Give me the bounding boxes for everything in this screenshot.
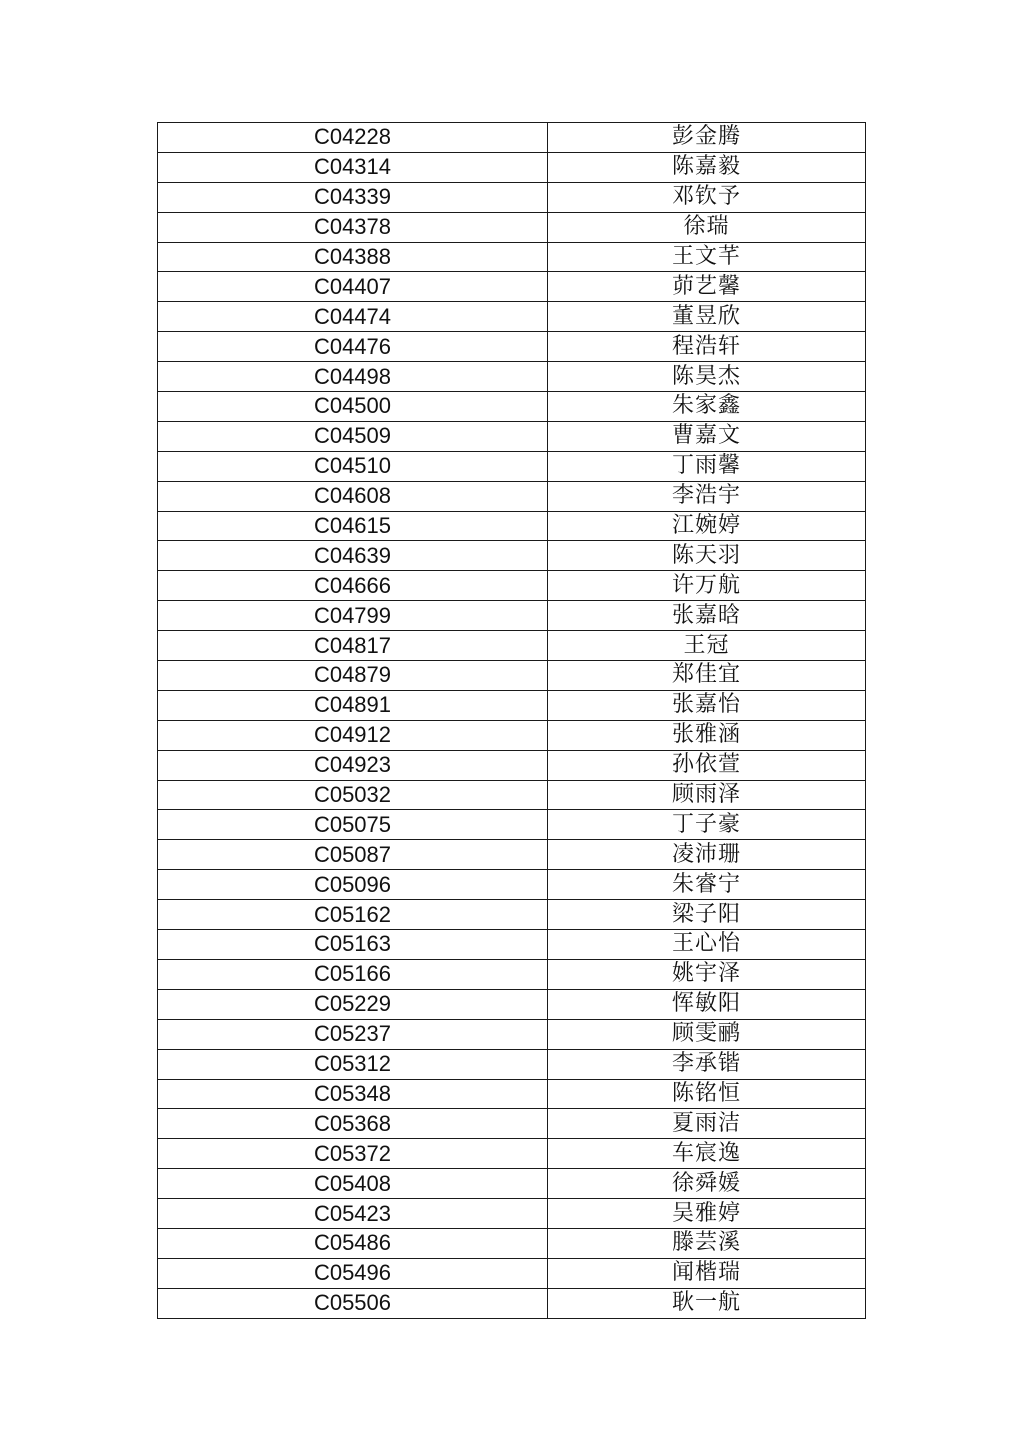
table-row bbox=[158, 541, 866, 571]
student-id-cell: C04407 bbox=[158, 272, 548, 302]
student-name-cell: 丁子豪 bbox=[548, 810, 866, 840]
table-row bbox=[158, 690, 866, 720]
student-name-cell: 恽敏阳 bbox=[548, 989, 866, 1019]
student-name-cell: 李承锴 bbox=[548, 1049, 866, 1079]
table-row bbox=[158, 810, 866, 840]
student-name-cell: 程浩轩 bbox=[548, 332, 866, 362]
student-name-cell: 曹嘉文 bbox=[548, 421, 866, 451]
student-id-cell: C04339 bbox=[158, 182, 548, 212]
student-name-cell: 朱家鑫 bbox=[548, 392, 866, 422]
table-row bbox=[158, 1019, 866, 1049]
table-row bbox=[158, 272, 866, 302]
table-row bbox=[158, 182, 866, 212]
table-row bbox=[158, 302, 866, 332]
student-id-cell: C04509 bbox=[158, 421, 548, 451]
table-row bbox=[158, 332, 866, 362]
student-name-cell: 李浩宇 bbox=[548, 481, 866, 511]
student-id-cell: C04510 bbox=[158, 451, 548, 481]
table-row bbox=[158, 959, 866, 989]
student-id-cell: C05032 bbox=[158, 780, 548, 810]
student-name-cell: 彭金腾 bbox=[548, 123, 866, 153]
table-row bbox=[158, 930, 866, 960]
roster-table bbox=[157, 122, 866, 1319]
student-id-cell: C05496 bbox=[158, 1258, 548, 1288]
student-id-cell: C04500 bbox=[158, 392, 548, 422]
table-row bbox=[158, 1049, 866, 1079]
student-name-cell: 耿一航 bbox=[548, 1288, 866, 1318]
student-name-cell: 陈铭恒 bbox=[548, 1079, 866, 1109]
student-name-cell: 董昱欣 bbox=[548, 302, 866, 332]
student-name-cell: 徐舜媛 bbox=[548, 1169, 866, 1199]
student-name-cell: 吴雅婷 bbox=[548, 1199, 866, 1229]
student-id-cell: C05372 bbox=[158, 1139, 548, 1169]
student-id-cell: C05368 bbox=[158, 1109, 548, 1139]
student-id-cell: C04228 bbox=[158, 123, 548, 153]
student-name-cell: 王心怡 bbox=[548, 930, 866, 960]
student-id-cell: C04879 bbox=[158, 661, 548, 691]
student-id-cell: C04891 bbox=[158, 690, 548, 720]
student-name-cell: 凌沛珊 bbox=[548, 840, 866, 870]
student-id-cell: C04639 bbox=[158, 541, 548, 571]
student-id-cell: C05408 bbox=[158, 1169, 548, 1199]
table-row bbox=[158, 1079, 866, 1109]
student-id-cell: C04608 bbox=[158, 481, 548, 511]
student-id-cell: C05506 bbox=[158, 1288, 548, 1318]
student-id-cell: C04314 bbox=[158, 152, 548, 182]
table-row bbox=[158, 392, 866, 422]
student-name-cell: 孙依萱 bbox=[548, 750, 866, 780]
table-row bbox=[158, 989, 866, 1019]
student-name-cell: 陈天羽 bbox=[548, 541, 866, 571]
student-id-cell: C05312 bbox=[158, 1049, 548, 1079]
table-row bbox=[158, 900, 866, 930]
student-id-cell: C04378 bbox=[158, 212, 548, 242]
student-id-cell: C05087 bbox=[158, 840, 548, 870]
table-row bbox=[158, 720, 866, 750]
student-name-cell: 茆艺馨 bbox=[548, 272, 866, 302]
student-id-cell: C05163 bbox=[158, 930, 548, 960]
student-name-cell: 王冠 bbox=[548, 631, 866, 661]
student-name-cell: 闻楷瑞 bbox=[548, 1258, 866, 1288]
student-name-cell: 朱睿宁 bbox=[548, 870, 866, 900]
student-name-cell: 江婉婷 bbox=[548, 511, 866, 541]
student-name-cell: 顾雯鹂 bbox=[548, 1019, 866, 1049]
table-row bbox=[158, 1109, 866, 1139]
table-row bbox=[158, 870, 866, 900]
table-row bbox=[158, 1169, 866, 1199]
table-row bbox=[158, 123, 866, 153]
table-row bbox=[158, 571, 866, 601]
student-id-cell: C04615 bbox=[158, 511, 548, 541]
student-id-cell: C05348 bbox=[158, 1079, 548, 1109]
student-id-cell: C04476 bbox=[158, 332, 548, 362]
table-row bbox=[158, 451, 866, 481]
table-row bbox=[158, 661, 866, 691]
student-name-cell: 邓钦予 bbox=[548, 182, 866, 212]
student-id-cell: C05229 bbox=[158, 989, 548, 1019]
table-row bbox=[158, 212, 866, 242]
table-row bbox=[158, 631, 866, 661]
student-name-cell: 梁子阳 bbox=[548, 900, 866, 930]
table-row bbox=[158, 780, 866, 810]
student-name-cell: 夏雨洁 bbox=[548, 1109, 866, 1139]
student-id-cell: C04666 bbox=[158, 571, 548, 601]
student-name-cell: 张嘉晗 bbox=[548, 601, 866, 631]
student-name-cell: 陈嘉毅 bbox=[548, 152, 866, 182]
student-name-cell: 张雅涵 bbox=[548, 720, 866, 750]
student-name-cell: 王文芊 bbox=[548, 242, 866, 272]
student-id-cell: C04912 bbox=[158, 720, 548, 750]
student-id-cell: C05096 bbox=[158, 870, 548, 900]
student-name-cell: 徐瑞 bbox=[548, 212, 866, 242]
student-id-cell: C04388 bbox=[158, 242, 548, 272]
student-name-cell: 车宸逸 bbox=[548, 1139, 866, 1169]
student-id-cell: C04799 bbox=[158, 601, 548, 631]
student-id-cell: C05486 bbox=[158, 1228, 548, 1258]
student-id-cell: C04923 bbox=[158, 750, 548, 780]
student-id-cell: C05162 bbox=[158, 900, 548, 930]
table-row bbox=[158, 481, 866, 511]
student-name-cell: 丁雨馨 bbox=[548, 451, 866, 481]
student-id-cell: C05423 bbox=[158, 1199, 548, 1229]
student-name-cell: 许万航 bbox=[548, 571, 866, 601]
student-id-cell: C05166 bbox=[158, 959, 548, 989]
table-row bbox=[158, 601, 866, 631]
student-id-cell: C04498 bbox=[158, 362, 548, 392]
student-id-cell: C05237 bbox=[158, 1019, 548, 1049]
student-name-cell: 顾雨泽 bbox=[548, 780, 866, 810]
table-row bbox=[158, 1139, 866, 1169]
student-name-cell: 陈昊杰 bbox=[548, 362, 866, 392]
table-row bbox=[158, 152, 866, 182]
table-row bbox=[158, 421, 866, 451]
table-row bbox=[158, 242, 866, 272]
table-row bbox=[158, 511, 866, 541]
table-row bbox=[158, 1199, 866, 1229]
student-name-cell: 滕芸溪 bbox=[548, 1228, 866, 1258]
student-name-cell: 郑佳宜 bbox=[548, 661, 866, 691]
table-row bbox=[158, 1258, 866, 1288]
student-id-cell: C05075 bbox=[158, 810, 548, 840]
table-row bbox=[158, 840, 866, 870]
roster-table-body bbox=[158, 123, 866, 1319]
student-name-cell: 张嘉怡 bbox=[548, 690, 866, 720]
table-row bbox=[158, 750, 866, 780]
student-id-cell: C04817 bbox=[158, 631, 548, 661]
table-row bbox=[158, 1288, 866, 1318]
student-id-cell: C04474 bbox=[158, 302, 548, 332]
table-row bbox=[158, 362, 866, 392]
table-row bbox=[158, 1228, 866, 1258]
student-name-cell: 姚宇泽 bbox=[548, 959, 866, 989]
